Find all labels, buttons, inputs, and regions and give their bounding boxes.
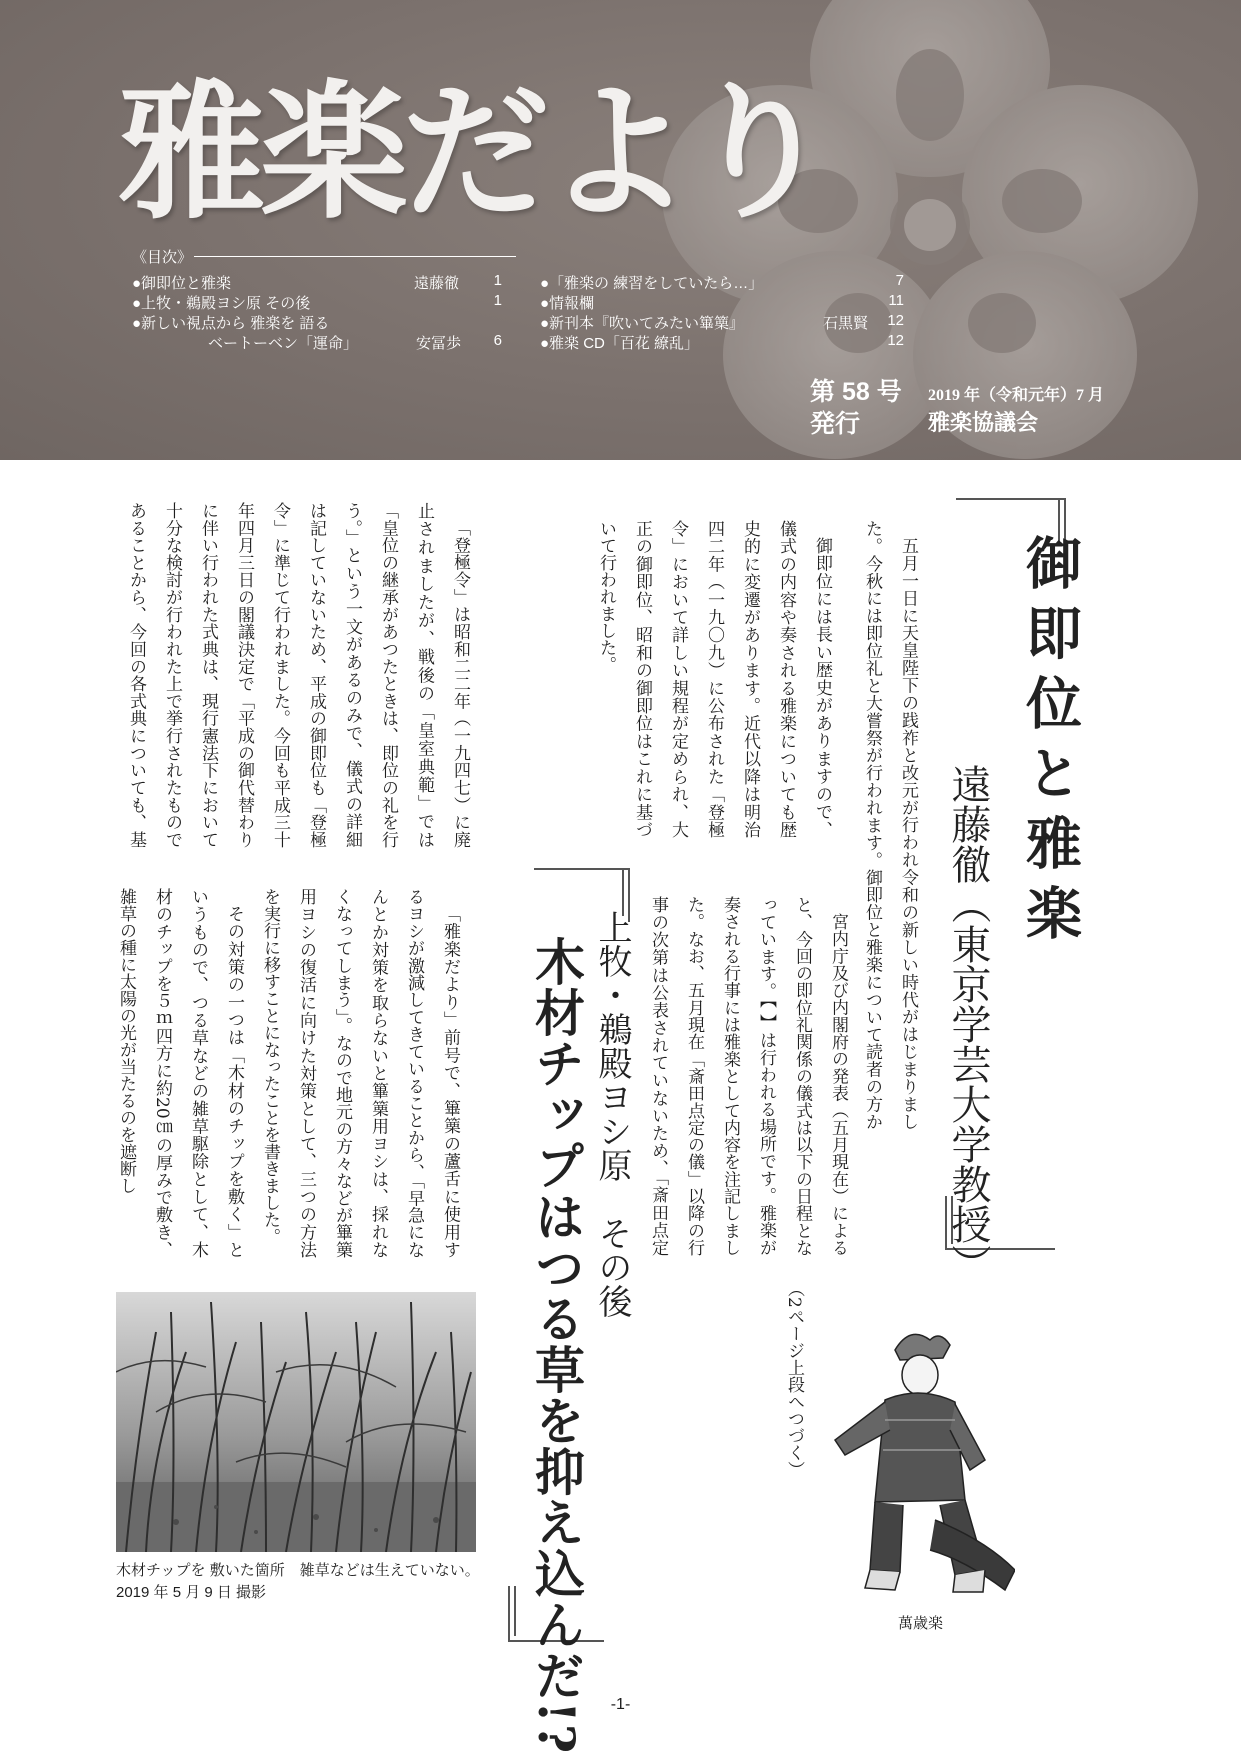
toc-item[interactable] (132, 332, 512, 352)
page-number: -1- (610, 1696, 631, 1713)
toc-item[interactable] (132, 312, 512, 332)
article-body-column (112, 502, 478, 848)
article-paragraph: 「登極令」は昭和二二年（一九四七）に廃止されましたが、戦後の「皇室典範」では「皇位の継承があつたときは、即位の礼を行う。」という一文があるのみで、儀式の詳細は記していないため、平成の御即位も「登極令」に準じて行われました。今回も平成三十年四月三日の閣議決定で「平成の御代替わりに伴い行われた式典は、現行憲法下において十分な検討が行われた上で挙行されたものであることから、今回の各式典についても、基 (126, 502, 470, 848)
toc-right-column (540, 272, 910, 352)
toc-item-page: 1 (493, 272, 502, 289)
toc-item-page: 11 (888, 292, 904, 309)
article-paragraph: 御即位には長い歴史がありますので、儀式の内容や奏される雅楽についても歴史的に変遷があります。近代以降は明治四二年（一九〇九）に公布された「登極令」において詳しい規程が定められ、大正の御即位、昭和の御即位はこれに基づいて行われました。 (596, 520, 832, 838)
publisher-name: 雅楽協議会 (928, 410, 1039, 435)
issue-block (810, 376, 902, 440)
toc-item-title: ●御即位と雅楽 (132, 275, 232, 292)
article-body-column (690, 1280, 812, 1660)
toc-item-page: 1 (493, 292, 502, 309)
article-paragraph: 五月一日に天皇陛下の践祚と改元が行われ令和の新しい時代がはじまりました。今秋には即位礼と大嘗祭が行われます。御即位と雅楽について読者の方か (862, 520, 918, 1130)
toc-item-author: 安冨歩 (416, 335, 462, 352)
article-body-column (648, 896, 856, 1256)
toc-item-page: 12 (887, 312, 904, 329)
toc-divider (194, 256, 516, 257)
toc-item-title: ●新刊本『吹いてみたい篳篥』 (540, 315, 745, 332)
header-band (0, 0, 1241, 460)
article-body-column (480, 520, 840, 838)
reed-field-photo (116, 1292, 476, 1552)
toc-item-title: ●上牧・鵜殿ヨシ原 その後 (132, 295, 311, 312)
bracket-line (956, 498, 1066, 500)
toc-title: 《目次》 (132, 249, 193, 266)
toc-item-title: ベートーベン「運命」 (208, 335, 359, 352)
article-subtitle: 上牧・鵜殿ヨシ原 その後 (592, 910, 632, 1318)
article-body-column (848, 520, 926, 1130)
article-paragraph: その対策の一つは「木材のチップを敷く」というもので、つる草などの雑草駆除として、木材のチップを５ｍ四方に約20㎝の厚みで敷き、雑草の種に太陽の光が当たるのを遮断し (116, 888, 244, 1258)
figure-caption: 萬歳楽 (898, 1615, 944, 1632)
bracket-line (514, 1586, 516, 1636)
photo-caption: 木材チップを 敷いた箇所 雑草などは生えていない。 2019 年 5 月 9 日 撮影 (116, 1562, 480, 1601)
article-title: 御即位と雅楽 (1017, 534, 1083, 954)
toc-item[interactable] (540, 312, 910, 332)
toc-item-title: ●新しい視点から 雅楽を 語る (132, 315, 330, 332)
toc-item[interactable] (132, 292, 512, 312)
article-paragraph: 「雅楽だより」前号で、篳篥の蘆舌に使用するヨシが激減してきていることから、「早急になんとか対策を取らないと篳篥用ヨシは、採れなくなってしまう」。なので地元の方々などが篳篥用ヨシの復活に向けた対策として、三つの方法を実行に移すことになったことを書きました。 (260, 888, 460, 1258)
article-title: 木材チップはつる草を抑え込んだ!? (527, 936, 586, 1754)
issue-date: 2019 年（令和元年）7 月 (928, 387, 1105, 404)
toc-item-page: 12 (887, 332, 904, 349)
toc-item[interactable] (540, 292, 910, 312)
toc-item-author: 石黒賢 (823, 315, 869, 332)
article-author: 遠藤徹（東京学芸大学教授） (945, 764, 991, 1284)
article-paragraph: 宮内庁及び内閣府の発表（五月現在）によると、今回の即位礼関係の儀式は以下の日程となっています。【 】は行われる場所です。雅楽が奏される行事には雅楽として内容を注記しました。なお、五月現在「斎田点定の儀」以降の行事の次第は公表されていないため、「斎田点定 (648, 896, 848, 1256)
toc-item-title: ●「雅楽の 練習をしていたら…」 (540, 275, 764, 292)
toc-item-author: 遠藤徹 (414, 275, 460, 292)
toc-left-column (132, 272, 512, 352)
bracket-line (534, 868, 630, 870)
toc-item[interactable] (132, 272, 512, 292)
bracket-line (622, 868, 624, 916)
toc-item[interactable] (540, 332, 910, 352)
toc-item-page: 7 (895, 272, 904, 289)
masthead-title: 雅楽だより (118, 65, 828, 239)
toc-item-title: ●情報欄 (540, 295, 595, 312)
article-continue-note: （2ページ上段へつづく） (784, 1280, 804, 1478)
article-body-column (112, 888, 468, 1258)
dancer-illustration (815, 1320, 1015, 1610)
bracket-line (508, 1586, 510, 1642)
toc-item-title: ●雅楽 CD「百花 繚乱」 (540, 335, 700, 352)
issued-label: 発行 (810, 410, 861, 438)
toc-item[interactable] (540, 272, 910, 292)
issue-number: 第 58 号 (810, 378, 902, 406)
toc-item-page: 6 (493, 332, 502, 349)
